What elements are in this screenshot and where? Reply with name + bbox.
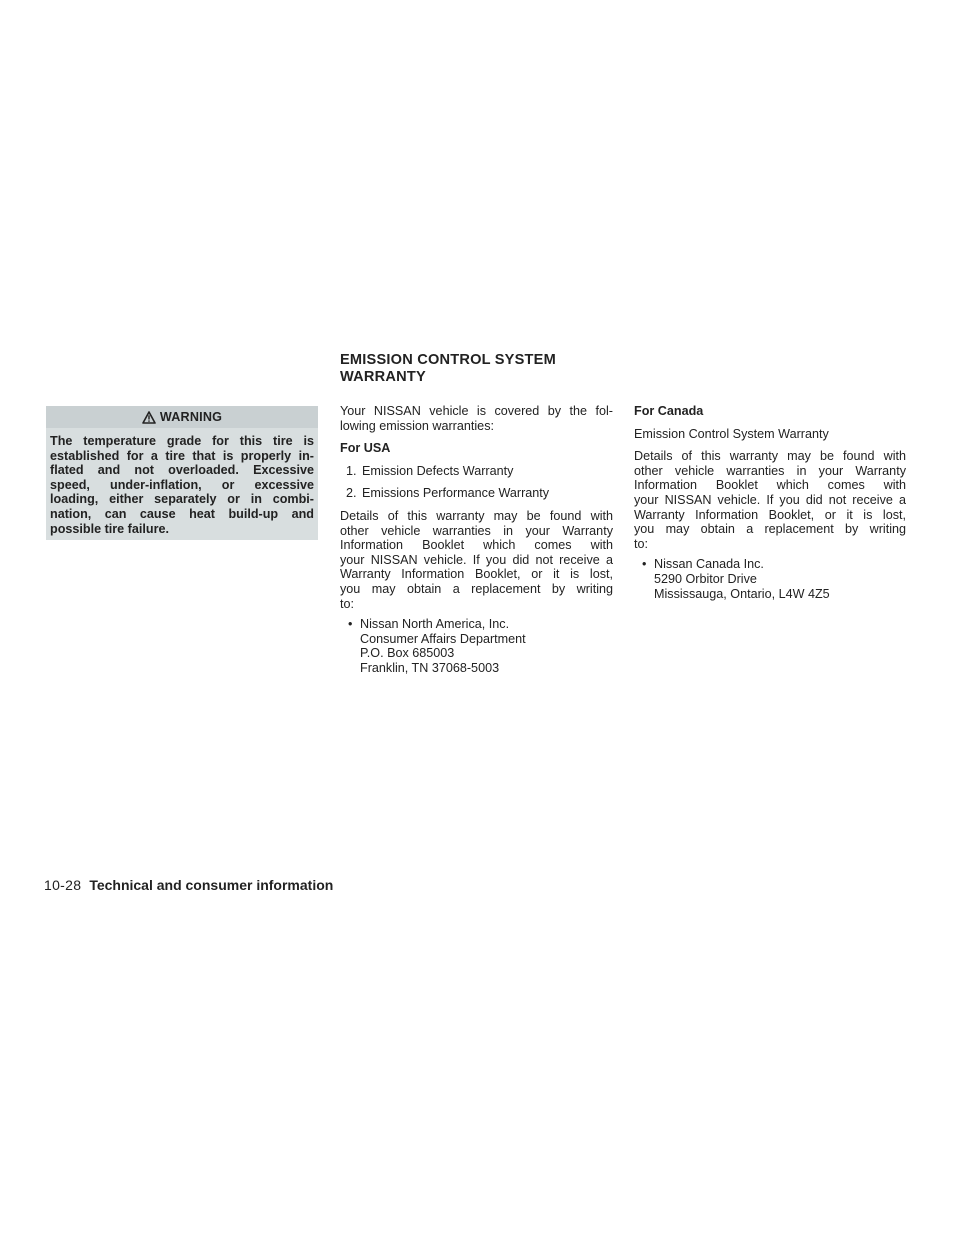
warning-line: speed, under-inflation, or excessive: [50, 477, 314, 492]
section-heading-line: WARRANTY: [340, 368, 426, 385]
address-line: Nissan North America, Inc.: [360, 617, 510, 632]
canada-address: [634, 557, 906, 601]
details-line: Warranty Information Booklet, or it is lost,: [340, 567, 613, 582]
warning-header: [46, 406, 318, 428]
details-line: Details of this warranty may be found with: [634, 449, 906, 464]
warning-triangle-icon: [142, 411, 156, 424]
canada-column: [634, 404, 906, 601]
page-number: 10-28: [44, 877, 82, 893]
warning-line: loading, either separately or in combi-: [50, 492, 314, 507]
section-heading-line: EMISSION CONTROL SYSTEM: [340, 352, 556, 368]
details-line: Warranty Information Booklet, or it is lost,: [634, 507, 906, 522]
usa-item: [340, 486, 613, 501]
canada-warranty-name: Emission Control System Warranty: [634, 426, 829, 441]
section-heading: [340, 352, 556, 385]
usa-column: [340, 404, 613, 676]
address-line: 5290 Orbitor Drive: [654, 571, 757, 586]
details-line: Information Booklet which comes with: [340, 538, 613, 553]
warning-box: [46, 406, 318, 540]
details-line: Information Booklet which comes with: [634, 478, 906, 493]
chapter-title: Technical and consumer information: [89, 877, 334, 893]
usa-address: [340, 617, 613, 675]
warning-title: WARNING: [159, 410, 223, 424]
item-number: 2.: [346, 486, 357, 501]
details-line: other vehicle warranties in your Warranty: [634, 463, 906, 478]
intro-line: Your NISSAN vehicle is covered by the fol-: [340, 404, 613, 418]
details-line: you may obtain a replacement by writing: [634, 522, 906, 537]
details-line: you may obtain a replacement by writing: [340, 581, 613, 596]
address-line: P.O. Box 685003: [360, 646, 455, 661]
details-line: your NISSAN vehicle. If you did not receive a: [634, 492, 906, 507]
details-line: your NISSAN vehicle. If you did not receive a: [340, 552, 613, 567]
canada-details: [634, 449, 906, 551]
canada-subheading: For Canada: [634, 404, 704, 418]
address-line: Franklin, TN 37068-5003: [360, 660, 500, 675]
details-line: to:: [340, 596, 355, 611]
address-line: Consumer Affairs Department: [360, 631, 526, 646]
item-number: 1.: [346, 463, 357, 478]
warning-line: established for a tire that is properly in-: [50, 448, 314, 463]
warning-text: [50, 434, 314, 536]
details-line: Details of this warranty may be found with: [340, 508, 613, 523]
address-line: Mississauga, Ontario, L4W 4Z5: [654, 586, 830, 601]
bullet: •: [348, 617, 353, 632]
warning-line: flated and not overloaded. Excessive: [50, 463, 314, 478]
warning-line: possible tire failure.: [50, 521, 169, 536]
bullet: •: [642, 557, 647, 572]
warning-line: nation, can cause heat build-up and: [50, 506, 314, 521]
warning-line: The temperature grade for this tire is: [50, 434, 314, 448]
details-line: other vehicle warranties in your Warranty: [340, 523, 613, 538]
details-line: to:: [634, 536, 649, 551]
intro-line: lowing emission warranties:: [340, 418, 494, 433]
item-text: Emission Defects Warranty: [362, 463, 514, 478]
usa-details: [340, 509, 613, 611]
address-line: Nissan Canada Inc.: [654, 557, 764, 572]
usa-item: [340, 464, 613, 479]
page-footer: [44, 877, 333, 893]
item-text: Emissions Performance Warranty: [362, 486, 550, 501]
usa-subheading: For USA: [340, 441, 391, 456]
